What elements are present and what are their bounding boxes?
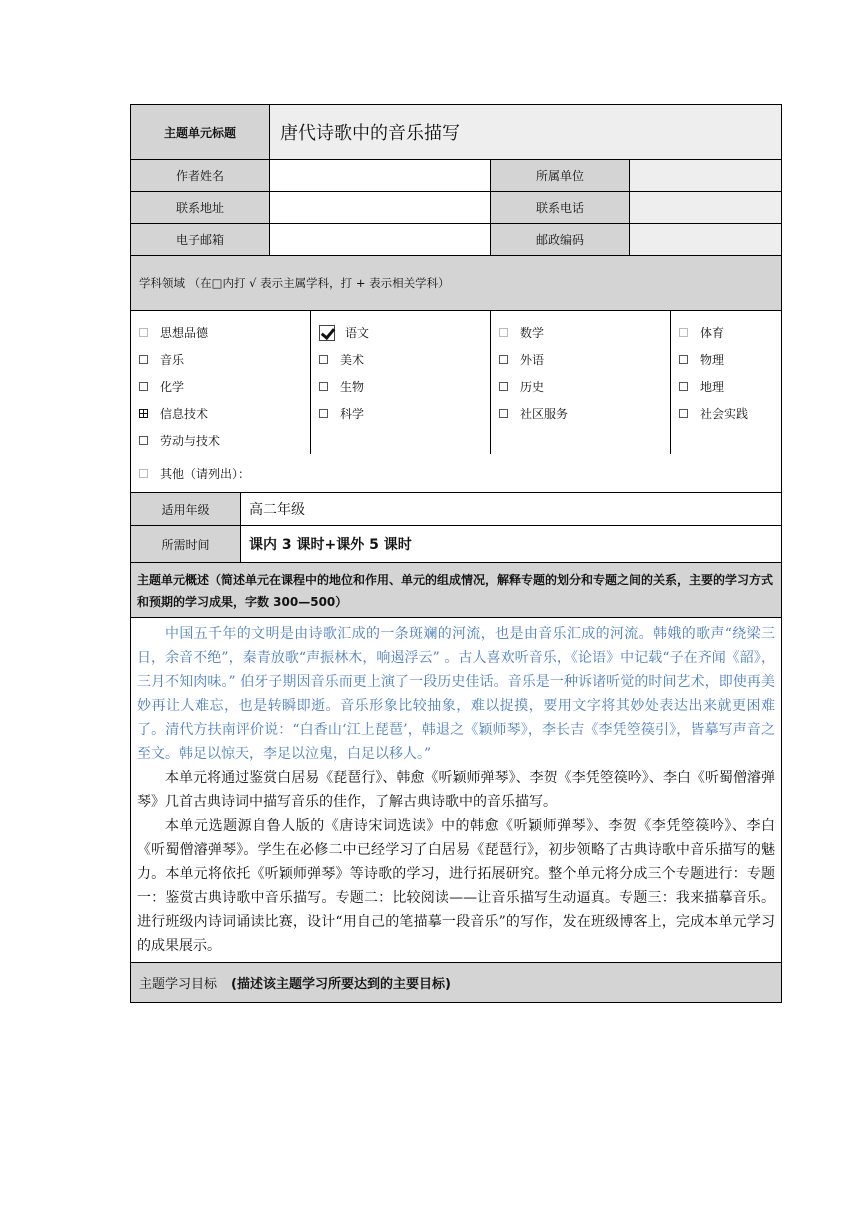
grade-label: 适用年级 [131, 493, 241, 525]
address-label: 联系地址 [131, 192, 270, 223]
subject-label: 地理 [700, 380, 725, 394]
overview-header-row [131, 563, 782, 618]
info-row-author [131, 160, 782, 192]
checkbox-icon[interactable] [319, 355, 328, 364]
subject-item[interactable] [131, 346, 310, 373]
info-row-address [131, 192, 782, 224]
checkbox-icon[interactable] [679, 355, 688, 364]
subject-item[interactable] [491, 400, 670, 427]
title-cell[interactable] [270, 105, 781, 159]
checkbox-icon[interactable] [499, 355, 508, 364]
subject-item[interactable] [671, 373, 781, 400]
subject-label: 数学 [520, 326, 545, 340]
postcode-label: 邮政编码 [491, 224, 630, 255]
subject-item[interactable] [131, 373, 310, 400]
checkbox-icon[interactable] [139, 355, 148, 364]
time-value[interactable]: 课内 3 课时+课外 5 课时 [249, 537, 412, 553]
checkbox-icon[interactable] [139, 328, 148, 337]
email-label: 电子邮箱 [131, 224, 270, 255]
subject-col-1 [131, 311, 311, 454]
subject-other-label: 其他（请列出）： [160, 466, 251, 481]
subject-item[interactable] [491, 373, 670, 400]
checkbox-icon[interactable] [499, 409, 508, 418]
subject-item[interactable] [671, 346, 781, 373]
overview-paragraph-2: 本单元将通过鉴赏白居易《琵琶行》、韩愈《听颖师弹琴》、李贺《李凭箜篌吟》、李白《听蜀僧濬弹琴》几首古典诗词中描写音乐的佳作，了解古典诗歌中的音乐描写。 [137, 770, 775, 810]
subject-item[interactable] [131, 427, 310, 454]
subject-label: 体育 [700, 326, 725, 340]
postcode-field[interactable] [630, 224, 781, 255]
subject-other-row[interactable] [131, 454, 781, 493]
subject-item[interactable] [311, 373, 490, 400]
time-label: 所需时间 [131, 526, 241, 562]
checkmark-icon[interactable] [319, 325, 335, 341]
checkbox-icon[interactable] [139, 436, 148, 445]
subject-label: 社会实践 [700, 407, 749, 421]
subject-col-4 [671, 311, 781, 454]
author-field[interactable] [270, 160, 491, 191]
unit-label: 所属单位 [491, 160, 630, 191]
subject-label: 思想品德 [160, 326, 209, 340]
subject-item[interactable] [311, 346, 490, 373]
plus-checkbox-icon[interactable] [139, 409, 148, 418]
subject-label: 语文 [345, 326, 370, 340]
time-row [131, 526, 782, 563]
author-label: 作者姓名 [131, 160, 270, 191]
subject-item[interactable] [671, 319, 781, 346]
goals-label: 主题学习目标 [139, 977, 218, 992]
unit-field[interactable] [630, 160, 781, 191]
checkbox-icon[interactable] [139, 382, 148, 391]
goals-desc: (描述该主题学习所要达到的主要目标) [231, 977, 451, 992]
grade-row [131, 493, 782, 526]
unit-form [130, 104, 782, 1003]
subject-label: 音乐 [160, 353, 185, 367]
subject-label: 劳动与技术 [160, 434, 221, 448]
info-row-email [131, 224, 782, 256]
overview-body-row [131, 618, 782, 963]
subject-item[interactable] [491, 319, 670, 346]
subject-header [131, 256, 782, 311]
phone-field[interactable] [630, 192, 781, 223]
checkbox-icon[interactable] [679, 409, 688, 418]
subject-area [131, 311, 782, 493]
title-label: 主题单元标题 [131, 105, 270, 159]
subject-item[interactable] [311, 319, 490, 346]
subject-item[interactable] [671, 400, 781, 427]
subject-item[interactable] [311, 400, 490, 427]
subject-label: 社区服务 [520, 407, 569, 421]
subject-label: 生物 [340, 380, 365, 394]
grade-value[interactable]: 高二年级 [249, 502, 305, 518]
subject-item[interactable] [131, 319, 310, 346]
subject-label: 外语 [520, 353, 545, 367]
email-field[interactable] [270, 224, 491, 255]
subject-label: 科学 [340, 407, 365, 421]
overview-body[interactable] [131, 618, 781, 966]
phone-label: 联系电话 [491, 192, 630, 223]
overview-paragraph-3: 本单元选题源自鲁人版的《唐诗宋词选读》中的韩愈《听颖师弹琴》、李贺《李凭箜篌吟》、李白《听蜀僧濬弹琴》。学生在必修二中已经学习了白居易《琵琶行》，初步领略了古典诗歌中音乐描写的魅力。本单元将依托《听颖师弹琴》等诗歌的学习，进行拓展研究。整个单元将分成三个专题进行：专题一：鉴赏古典诗歌中音乐描写。专题二：比较阅读——让音乐描写生动逼真。专题三：我来描摹音乐。进行班级内诗词诵读比赛，设计“用自己的笔描摹一段音乐”的写作，发在班级博客上，完成本单元学习的成果展示。 [137, 818, 775, 954]
checkbox-icon[interactable] [499, 382, 508, 391]
checkbox-icon[interactable] [499, 328, 508, 337]
overview-header: 主题单元概述（简述单元在课程中的地位和作用、单元的组成情况，解释专题的划分和专题之间的关系，主要的学习方式和预期的学习成果，字数 300—500） [137, 573, 774, 609]
subject-label: 物理 [700, 353, 725, 367]
unit-title: 唐代诗歌中的音乐描写 [280, 123, 460, 144]
goals-header-row [131, 963, 782, 1003]
subject-label: 信息技术 [160, 407, 209, 421]
checkbox-icon[interactable] [679, 382, 688, 391]
subject-item[interactable] [131, 400, 310, 427]
subject-header-text: 学科领域 （在□内打 √ 表示主属学科，打 + 表示相关学科） [139, 276, 450, 290]
checkbox-icon[interactable] [319, 382, 328, 391]
subject-label: 美术 [340, 353, 365, 367]
subject-label: 化学 [160, 380, 185, 394]
subject-grid [131, 311, 781, 454]
title-row [131, 105, 782, 160]
subject-item[interactable] [491, 346, 670, 373]
subject-col-2 [311, 311, 491, 454]
address-field[interactable] [270, 192, 491, 223]
checkbox-icon[interactable] [319, 409, 328, 418]
checkbox-icon[interactable] [679, 328, 688, 337]
subject-label: 历史 [520, 380, 545, 394]
subject-col-3 [491, 311, 671, 454]
checkbox-icon[interactable] [139, 469, 148, 478]
overview-paragraph-1: 中国五千年的文明是由诗歌汇成的一条斑斓的河流，也是由音乐汇成的河流。韩娥的歌声“绕梁三日，余音不绝”，秦青放歌“声振林木，响遏浮云” 。古人喜欢听音乐，《论语》中记载“子在齐闻《韶》，三月不知肉味。” 伯牙子期因音乐而更上演了一段历史佳话。音乐是一种诉诸听觉的时间艺术，即使再美妙再让人难忘，也是转瞬即逝。音乐形象比较抽象，难以捉摸，要用文字将其妙处表达出来就更困难了。清代方扶南评价说：“白香山‘江上琵琶’，韩退之《颖师琴》，李长吉《李凭箜篌引》，皆摹写声音之至文。韩足以惊天，李足以泣鬼，白足以移人。” [137, 626, 775, 762]
